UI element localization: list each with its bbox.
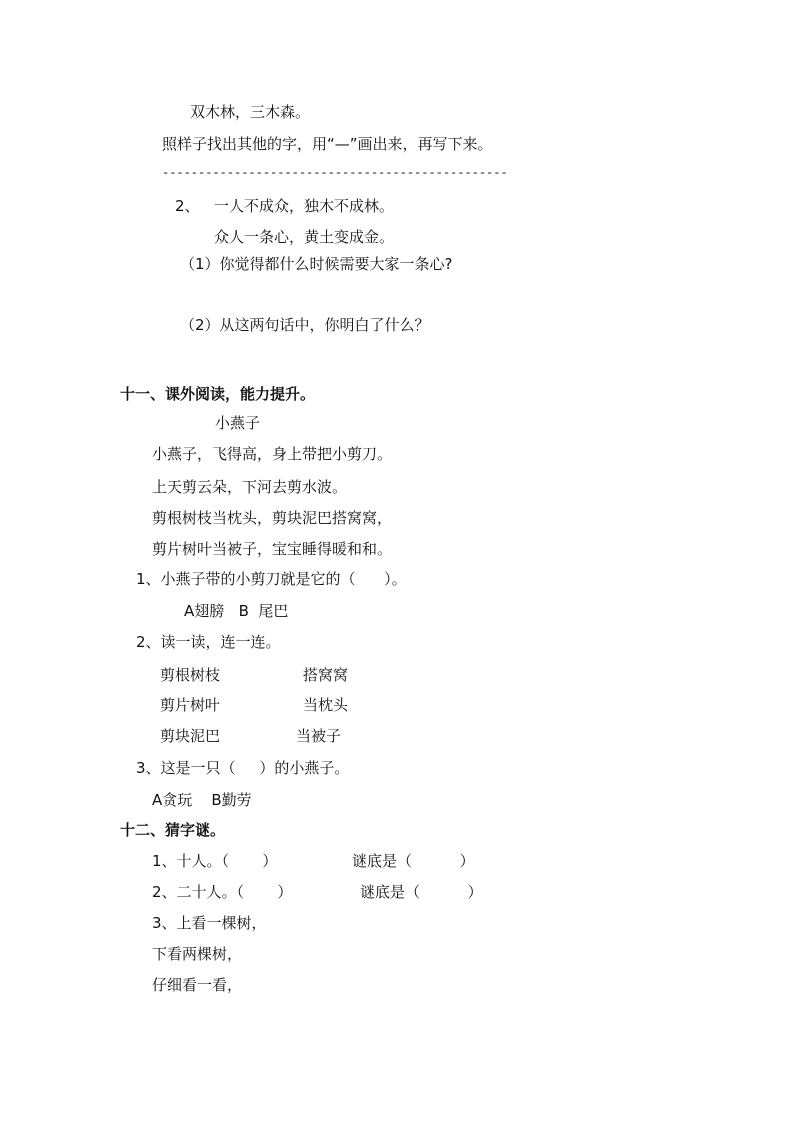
question-3: 3、这是一只（ ）的小燕子。 [136, 759, 350, 777]
match-right-item: 当被子 [296, 727, 342, 745]
match-left-item: 剪块泥巴 [160, 727, 221, 745]
sub-question-2: （2）从这两句话中，你明白了什么？ [180, 316, 430, 334]
example-text: 双木林，三木森。 [190, 103, 311, 121]
riddle-1-answer: 谜底是（ ） [352, 852, 475, 870]
saying-line-2: 众人一条心，黄土变成金。 [214, 228, 395, 246]
question-number: 2、 [175, 197, 200, 215]
riddle-3-line: 仔细看一看， [152, 976, 243, 994]
poem-line: 剪片树叶当被子，宝宝睡得暖和和。 [152, 540, 393, 558]
poem-line: 上天剪云朵，下河去剪水波。 [152, 478, 348, 496]
riddle-3-line: 下看两棵树， [152, 945, 243, 963]
sub-question-1: （1）你觉得都什么时候需要大家一条心? [180, 255, 453, 273]
riddle-2: 2、二十人。（ ） [152, 883, 293, 901]
section-11-heading: 十一、课外阅读，能力提升。 [120, 385, 316, 403]
match-left-item: 剪片树叶 [160, 696, 221, 714]
question-1: 1、小燕子带的小剪刀就是它的（ ）。 [136, 570, 407, 588]
question-1-options: A翅膀 B 尾巴 [184, 602, 289, 620]
poem-line: 小燕子，飞得高，身上带把小剪刀。 [152, 445, 393, 463]
match-right-item: 搭窝窝 [303, 666, 349, 684]
question-2: 2、读一读，连一连。 [136, 633, 281, 651]
instruction-text: 照样子找出其他的字，用“—”画出来，再写下来。 [162, 135, 493, 153]
riddle-3-line: 3、上看一棵树， [152, 914, 267, 932]
section-12-heading: 十二、猜字谜。 [120, 821, 226, 839]
saying-line-1: 一人不成众，独木不成林。 [214, 197, 395, 215]
poem-line: 剪根树枝当枕头，剪块泥巴搭窝窝， [152, 509, 393, 527]
riddle-1: 1、十人。（ ） [152, 852, 278, 870]
answer-line: ------------------------------------------------ [162, 166, 508, 180]
match-left-item: 剪根树枝 [160, 666, 221, 684]
match-right-item: 当枕头 [303, 696, 349, 714]
question-3-options: A贪玩 B勤劳 [152, 791, 252, 809]
riddle-2-answer: 谜底是（ ） [360, 883, 483, 901]
poem-title: 小燕子 [215, 414, 261, 432]
